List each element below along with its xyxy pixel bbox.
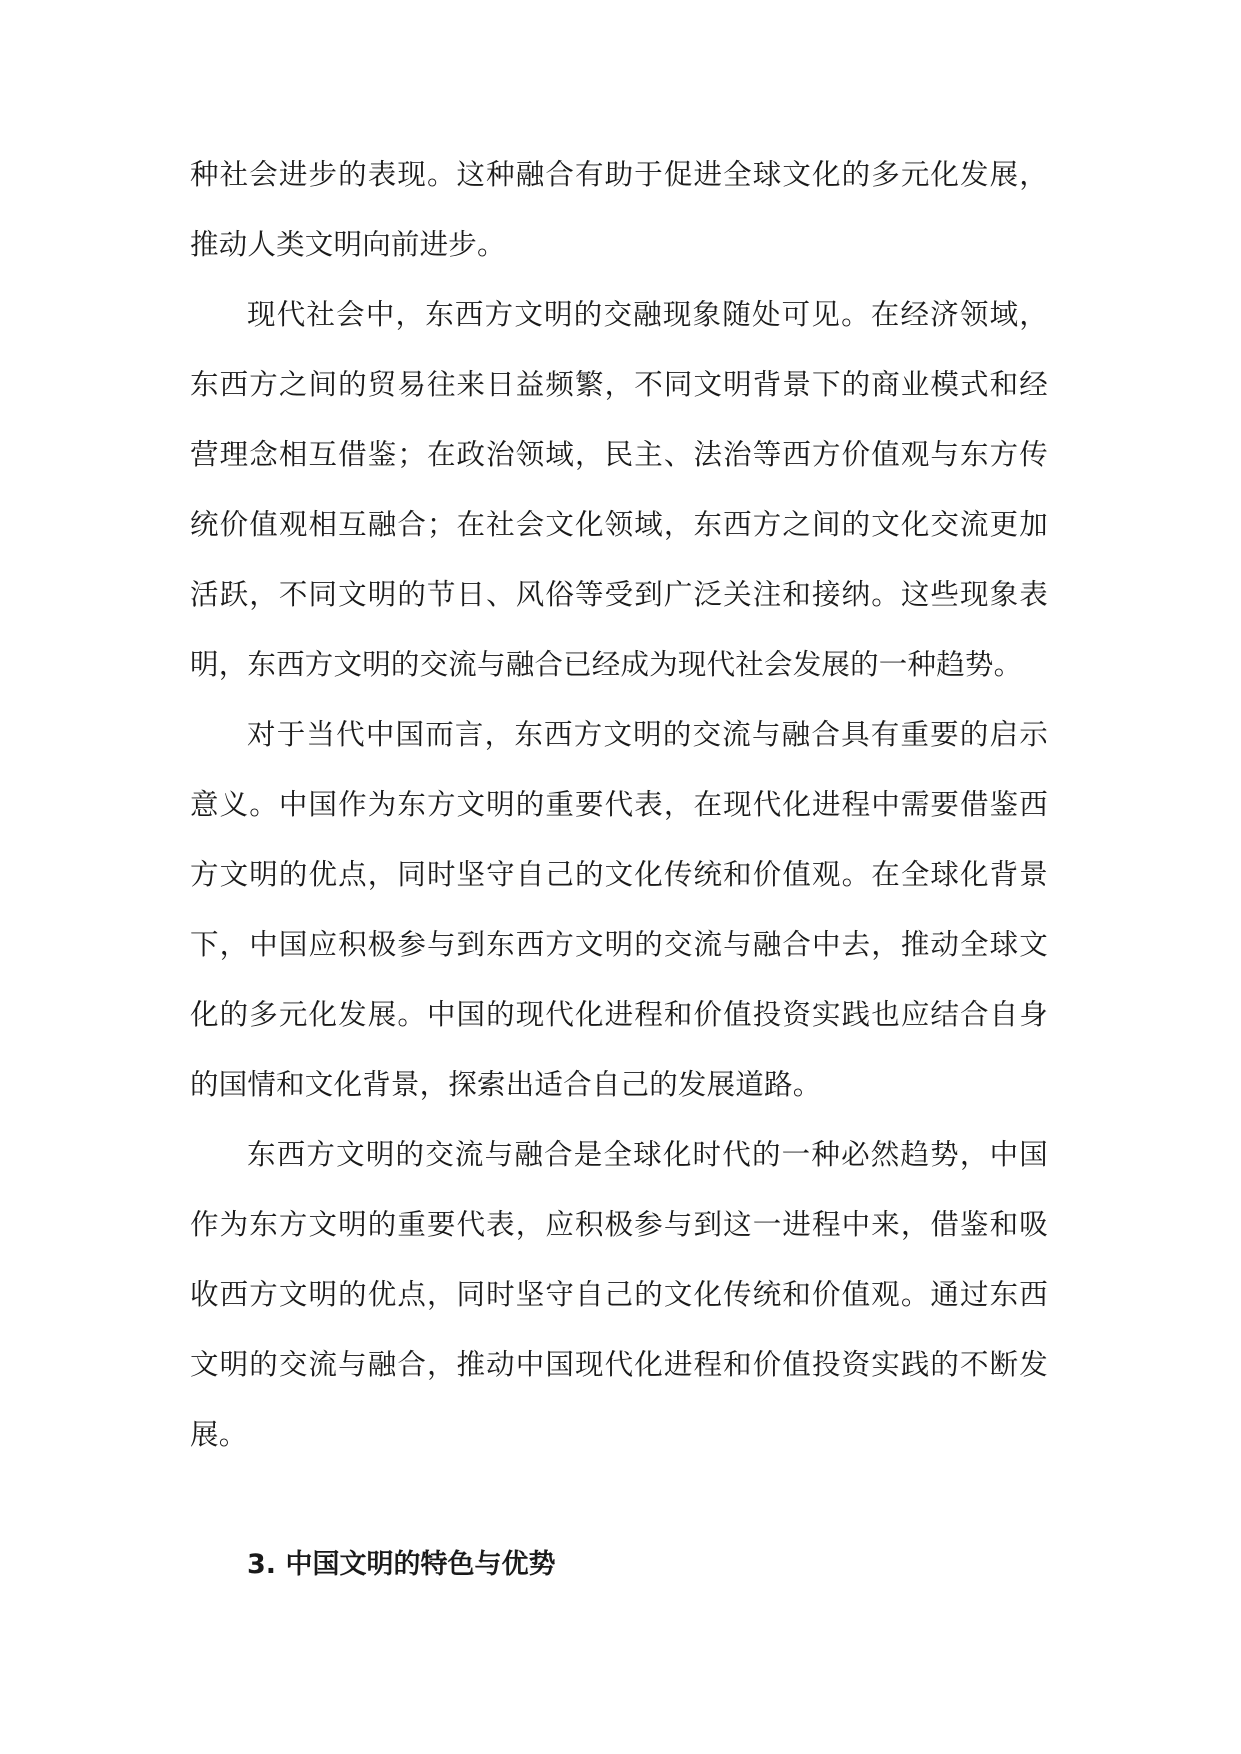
section-heading: 3. 中国文明的特色与优势 <box>247 1549 556 1580</box>
document-body <box>190 140 1048 1590</box>
paragraph-contemporary-china: 对于当代中国而言，东西方文明的交流与融合具有重要的启示意义。中国作为东方文明的重要代表，在现代化进程中需要借鉴西方文明的优点，同时坚守自己的文化传统和价值观。在全球化背景下，中国应积极参与到东西方文明的交流与融合中去，推动全球文化的多元化发展。中国的现代化进程和价值投资实践也应结合自身的国情和文化背景，探索出适合自己的发展道路。 <box>190 718 1048 1101</box>
paragraph-conclusion: 东西方文明的交流与融合是全球化时代的一种必然趋势，中国作为东方文明的重要代表，应积极参与到这一进程中来，借鉴和吸收西方文明的优点，同时坚守自己的文化传统和价值观。通过东西文明的交流与融合，推动中国现代化进程和价值投资实践的不断发展。 <box>190 1138 1048 1451</box>
paragraph-modern-society: 现代社会中，东西方文明的交融现象随处可见。在经济领域，东西方之间的贸易往来日益频繁，不同文明背景下的商业模式和经营理念相互借鉴；在政治领域，民主、法治等西方价值观与东方传统价值观相互融合；在社会文化领域，东西方之间的文化交流更加活跃，不同文明的节日、风俗等受到广泛关注和接纳。这些现象表明，东西方文明的交流与融合已经成为现代社会发展的一种趋势。 <box>190 298 1048 681</box>
paragraph-continuation: 种社会进步的表现。这种融合有助于促进全球文化的多元化发展，推动人类文明向前进步。 <box>190 158 1048 261</box>
